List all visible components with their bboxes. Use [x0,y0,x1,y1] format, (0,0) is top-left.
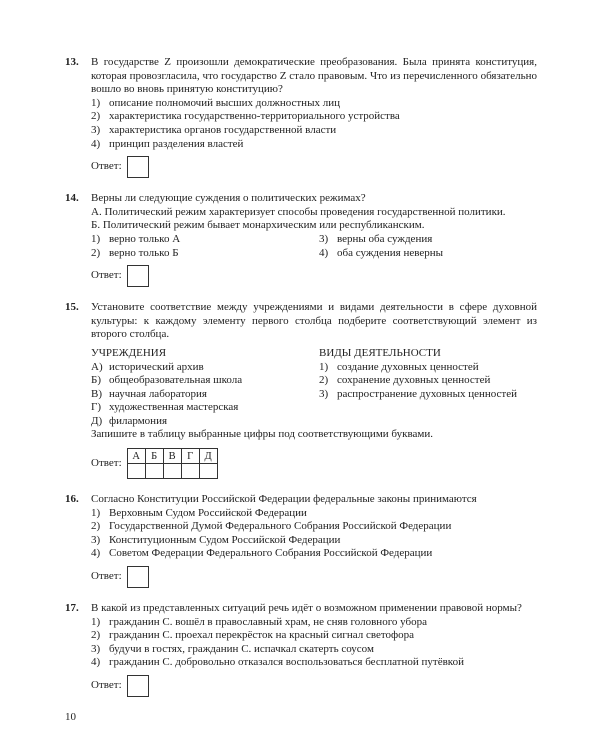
institution-g [91,401,319,415]
left-column-header: УЧРЕЖДЕНИЯ [91,346,167,359]
activity-3 [319,388,537,402]
text: А [127,449,145,464]
option-marker: А) [91,360,103,373]
text: будучи в гостях, гражданин С. испачкал скатерть соусом [109,642,374,655]
option-marker: 4) [91,547,101,560]
question-number: 13. [65,56,79,68]
text: оба суждения неверны [337,246,444,259]
statement-a: А. Политический режим характеризует способы проведения государственной политики. [91,205,506,218]
option-marker: 2) [91,520,101,533]
text: верны оба суждения [337,232,433,245]
answer-box[interactable] [127,156,149,178]
answer-label: Ответ: [91,160,122,173]
option-3 [91,534,537,548]
option-marker: В) [91,387,102,400]
answer-label: Ответ: [91,456,122,469]
question-17 [65,602,537,697]
text: гражданин С. вошёл в православный храм, не сняв головного убора [109,615,428,628]
answer-label: Ответ: [91,679,122,692]
option-marker: 3) [91,123,101,136]
answer-box[interactable] [127,566,149,588]
question-15 [65,301,537,479]
question-number: 15. [65,301,79,314]
text: распространение духовных ценностей [337,387,517,400]
option-marker: 1) [91,96,101,109]
answer-box[interactable] [127,265,149,287]
text: верно только Б [109,246,179,259]
text: общеобразовательная школа [109,374,243,387]
answer-label: Ответ: [91,570,122,583]
option-marker: 2) [91,246,101,259]
option-marker: 1) [91,232,101,245]
text: характеристика органов государственной власти [109,123,337,136]
answer-label: Ответ: [91,269,122,282]
option-marker: Б) [91,374,101,387]
option-marker: 3) [319,232,329,245]
answer-cell[interactable] [199,464,217,479]
institution-d [91,415,319,429]
question-14 [65,192,537,287]
option-marker: Д) [91,414,103,427]
text: описание полномочий высших должностных лиц [109,96,340,109]
question-16 [65,493,537,588]
answer-cell[interactable] [181,464,199,479]
institution-v [91,388,319,402]
option-marker: 4) [91,656,101,669]
text: Б [145,449,163,464]
option-marker: 1) [91,615,101,628]
text: создание духовных ценностей [337,360,479,373]
activity-1 [319,361,537,375]
activity-2 [319,374,537,388]
question-stem: Верны ли следующие суждения о политических режимах? [91,192,366,205]
option-1 [91,97,537,111]
option-2 [91,110,537,124]
option-marker: 2) [91,110,101,123]
option-2 [91,629,537,643]
option-3 [91,643,537,657]
question-stem: Установите соответствие между учреждениями и видами деятельности в сфере духовной культуры: к каждому элементу первого столбца подберите соответствующий элемент из второго столбца. [91,301,537,341]
option-2 [91,247,319,261]
option-marker: 2) [91,629,101,642]
option-marker: 3) [319,387,329,400]
option-1 [91,616,537,630]
question-number: 14. [65,192,79,205]
answer-cell[interactable] [127,464,145,479]
text: Г [181,449,199,464]
question-number: 16. [65,493,79,506]
option-marker: 2) [319,374,329,387]
option-4 [91,656,537,670]
option-4 [319,247,537,261]
option-marker: 1) [319,360,329,373]
option-1 [91,233,319,247]
text: Советом Федерации Федерального Собрания Российской Федерации [109,547,433,560]
option-marker: 3) [91,642,101,655]
question-stem: В какой из представленных ситуаций речь идёт о возможном применении правовой нормы? [91,602,522,615]
text: В [163,449,181,464]
text: Конституционным Судом Российской Федерации [109,533,341,546]
option-marker: Г) [91,401,102,414]
instruction: Запишите в таблицу выбранные цифры под соответствующими буквами. [91,428,433,441]
option-3 [319,233,537,247]
answer-table [127,448,218,479]
option-3 [91,124,537,138]
question-stem: В государстве Z произошли демократические преобразования. Была принята конституция, которая провозгласила, что государство Z стало правовым. Что из перечисленного обязательно вошло во вновь принятую конституцию? [91,56,537,96]
option-4 [91,547,537,561]
answer-cell[interactable] [163,464,181,479]
question-stem: Согласно Конституции Российской Федерации федеральные законы принимаются [91,493,477,506]
text: научная лаборатория [109,387,207,400]
option-marker: 4) [91,137,101,150]
right-column-header: ВИДЫ ДЕЯТЕЛЬНОСТИ [319,346,441,359]
option-4 [91,138,537,152]
institution-b [91,374,319,388]
text: Верховным Судом Российской Федерации [109,506,307,519]
option-1 [91,507,537,521]
text: верно только А [109,232,181,245]
option-marker: 1) [91,506,101,519]
text: Государственной Думой Федерального Собрания Российской Федерации [109,520,452,533]
option-marker: 4) [319,246,329,259]
text: гражданин С. проехал перекрёсток на красный сигнал светофора [109,629,415,642]
answer-box[interactable] [127,675,149,697]
option-2 [91,520,537,534]
question-13 [65,56,537,178]
institution-a [91,361,319,375]
text: исторический архив [109,360,204,373]
page-number: 10 [65,711,76,723]
text: филармония [109,414,168,427]
statement-b: Б. Политический режим бывает монархическим или республиканским. [91,219,425,232]
text: сохранение духовных ценностей [337,374,491,387]
option-marker: 3) [91,533,101,546]
text: гражданин С. добровольно отказался воспользоваться бесплатной путёвкой [109,656,464,669]
text: принцип разделения властей [109,137,244,150]
text: характеристика государственно-территориального устройства [109,110,400,123]
answer-cell[interactable] [145,464,163,479]
question-number: 17. [65,602,79,615]
text: Д [199,449,217,464]
text: художественная мастерская [109,401,239,414]
